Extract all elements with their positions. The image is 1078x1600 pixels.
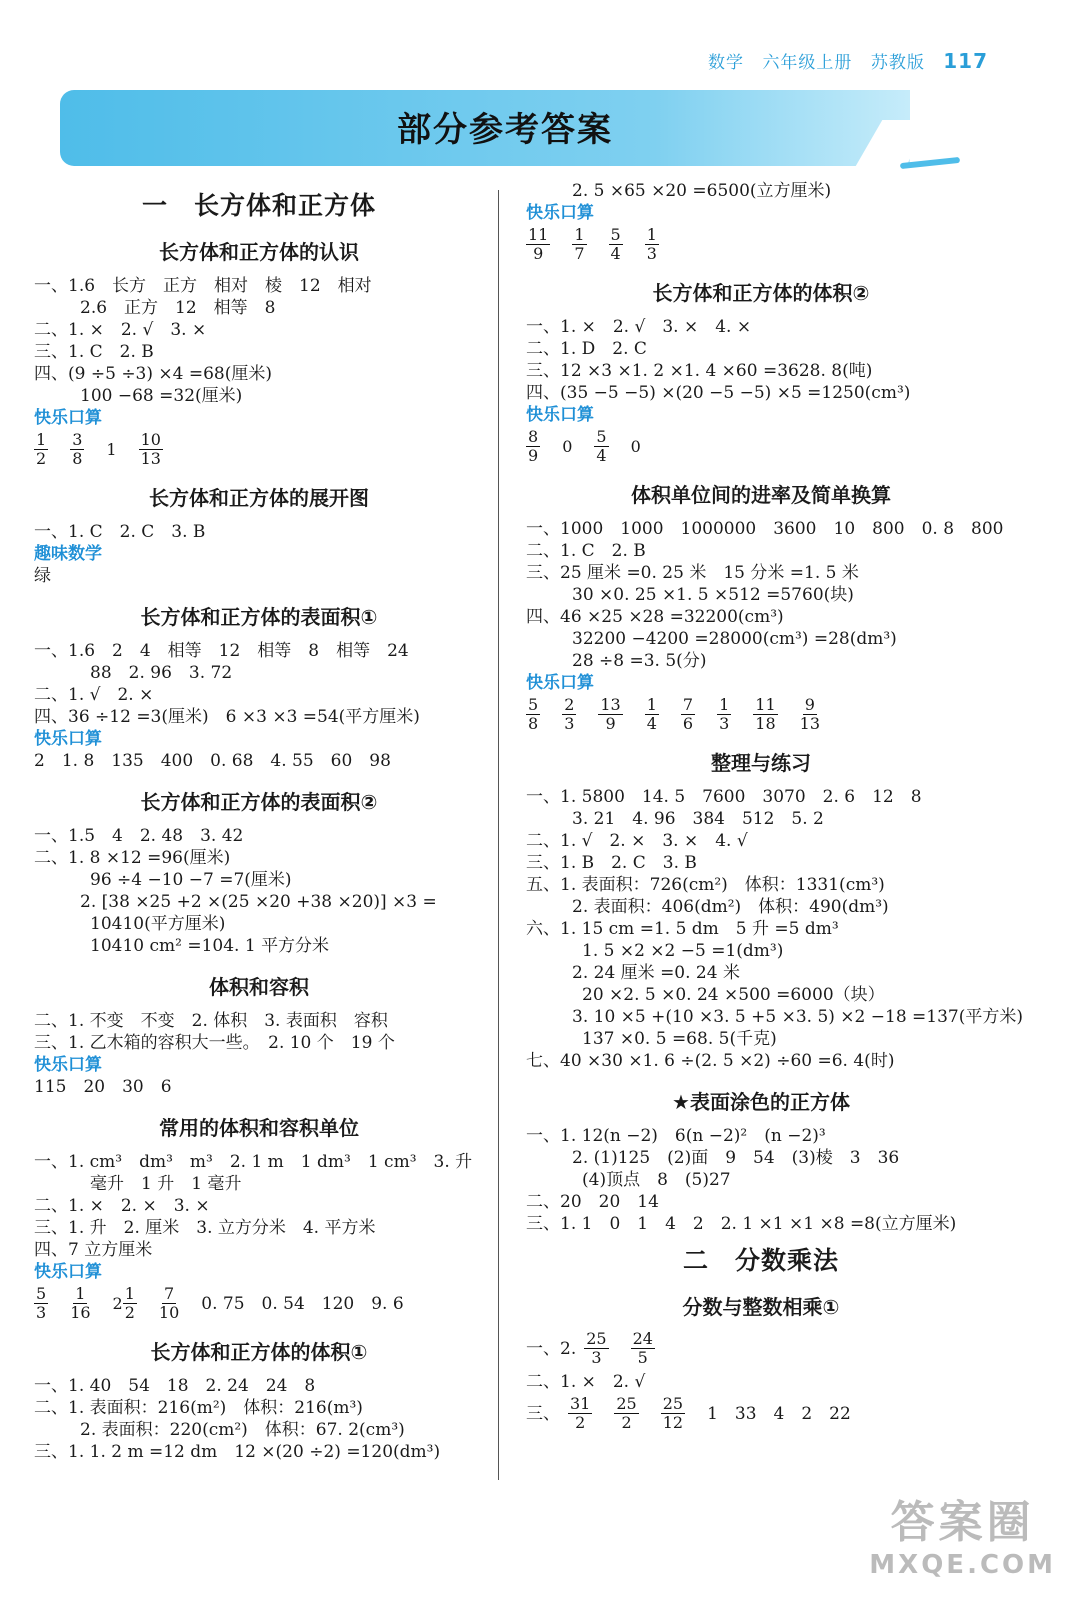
answer-prefix: 一、2. xyxy=(526,1338,577,1359)
fraction xyxy=(139,431,163,468)
answer-line: 0. 75 0. 54 120 9. 6 xyxy=(201,1293,404,1314)
fraction xyxy=(568,1395,592,1432)
fraction xyxy=(631,1330,655,1367)
answer-line: 10410(平方厘米) xyxy=(90,914,226,934)
watermark-logo xyxy=(869,1486,1056,1580)
answer-line: 1 33 4 2 22 xyxy=(707,1403,851,1424)
answer-line: 二、1. × 2. √ xyxy=(526,1372,646,1392)
denominator: 9 xyxy=(533,244,544,263)
mental-math-label: 快乐口算 xyxy=(34,1055,102,1075)
denominator: 2 xyxy=(36,449,47,468)
numerator: 1 xyxy=(719,695,730,714)
answer-line: 一、1. 5800 14. 5 7600 3070 2. 6 12 8 xyxy=(526,787,922,807)
answer-line: 2. 表面积：220(cm²) 体积：67. 2(cm³) xyxy=(80,1420,405,1440)
chapter-title: 一 长方体和正方体 xyxy=(141,191,376,220)
denominator: 7 xyxy=(574,244,585,263)
answer-line: 一、1.6 2 4 相等 12 相等 8 相等 24 xyxy=(34,641,409,661)
answer-line: 2.6 正方 12 相等 8 xyxy=(80,298,276,318)
fraction xyxy=(753,696,777,733)
answer-line: 100 −68 =32(厘米) xyxy=(80,386,243,406)
answer-line: 一、1.5 4 2. 48 3. 42 xyxy=(34,826,244,846)
fraction xyxy=(159,1285,179,1322)
answer-line: 二、20 20 14 xyxy=(526,1192,659,1212)
fraction xyxy=(614,1395,638,1432)
section-title: 体积和容积 xyxy=(209,975,309,999)
fraction xyxy=(70,431,84,468)
answer-line: 三、1. 1 0 1 4 2 2. 1 ×1 ×1 ×8 =8(立方厘米) xyxy=(526,1214,957,1234)
fraction xyxy=(598,696,622,733)
answer-line: 二、1. C 2. B xyxy=(526,541,646,561)
integer: 0 xyxy=(630,437,641,456)
numerator: 8 xyxy=(528,427,539,446)
denominator: 3 xyxy=(719,714,730,733)
numerator: 7 xyxy=(164,1284,175,1303)
numerator: 1 xyxy=(646,695,657,714)
answer-line: 30 ×0. 25 ×1. 5 ×512 =5760(块) xyxy=(572,585,854,605)
numerator: 9 xyxy=(804,695,815,714)
numerator: 2 xyxy=(564,695,575,714)
answer-line: 2 1. 8 135 400 0. 68 4. 55 60 98 xyxy=(34,751,391,771)
fraction-row xyxy=(526,1395,996,1432)
answer-line: 二、1. 表面积：216(m²) 体积：216(m³) xyxy=(34,1398,363,1418)
numerator: 11 xyxy=(755,695,776,714)
answer-line: 一、1. C 2. C 3. B xyxy=(34,522,206,542)
answer-prefix: 三、 xyxy=(526,1403,560,1424)
answer-line: 3. 10 ×5 +(10 ×3. 5 +5 ×3. 5) ×2 −18 =137(平方米) xyxy=(572,1007,1024,1027)
answer-line: 20 ×2. 5 ×0. 24 ×500 =6000（块） xyxy=(582,985,885,1005)
answer-line: 88 2. 96 3. 72 xyxy=(90,663,233,683)
answer-line: 2. 24 厘米 =0. 24 米 xyxy=(572,963,740,983)
fraction xyxy=(34,431,48,468)
denominator: 4 xyxy=(646,714,657,733)
watermark-url: MXQE.COM xyxy=(869,1550,1056,1580)
mental-math-label: 快乐口算 xyxy=(34,1262,102,1282)
answer-line: 三、12 ×3 ×1. 2 ×1. 4 ×60 =3628. 8(吨) xyxy=(526,361,873,381)
answer-line: 一、1. cm³ dm³ m³ 2. 1 m 1 dm³ 1 cm³ 3. 升 xyxy=(34,1152,473,1172)
answer-line: 二、1. D 2. C xyxy=(526,339,647,359)
fraction xyxy=(572,226,586,263)
denominator: 10 xyxy=(158,1303,180,1322)
answer-line: 32200 −4200 =28000(cm³) =28(dm³) xyxy=(572,629,897,649)
column-divider xyxy=(498,190,499,1480)
answer-line: 二、1. × 2. √ 3. × xyxy=(34,320,207,340)
answer-line: 2. 5 ×65 ×20 =6500(立方厘米) xyxy=(572,181,832,201)
section-title: 长方体和正方体的体积② xyxy=(652,281,870,305)
answer-line: 二、1. √ 2. × xyxy=(34,685,154,705)
page-number: 117 xyxy=(943,49,988,73)
fraction xyxy=(661,1395,685,1432)
section-title: ★表面涂色的正方体 xyxy=(672,1090,850,1114)
fraction xyxy=(34,1285,48,1322)
denominator: 12 xyxy=(662,1413,684,1432)
answer-line: 一、1.6 长方 正方 相对 棱 12 相对 xyxy=(34,276,372,296)
section-title: 整理与练习 xyxy=(711,751,811,775)
mental-math-label: 快乐口算 xyxy=(34,408,102,428)
numerator: 1 xyxy=(124,1284,135,1303)
answer-line: 一、1. × 2. √ 3. × 4. × xyxy=(526,317,752,337)
answer-line: 三、1. 乙木箱的容积大一些。 2. 10 个 19 个 xyxy=(34,1033,395,1053)
section-title: 长方体和正方体的展开图 xyxy=(149,486,369,510)
numerator: 1 xyxy=(646,225,657,244)
fraction xyxy=(800,696,820,733)
numerator: 13 xyxy=(600,695,621,714)
numerator: 1 xyxy=(574,225,585,244)
banner-title: 部分参考答案 xyxy=(397,110,613,150)
denominator: 13 xyxy=(140,449,161,468)
answer-line: 四、(9 ÷5 ÷3) ×4 =68(厘米) xyxy=(34,364,273,384)
denominator: 9 xyxy=(605,714,616,733)
denominator: 3 xyxy=(564,714,575,733)
fraction xyxy=(609,226,623,263)
numerator: 25 xyxy=(586,1329,607,1348)
mental-math-label: 快乐口算 xyxy=(34,729,102,749)
numerator: 1 xyxy=(36,430,47,449)
answer-line: 三、1. C 2. B xyxy=(34,342,154,362)
section-title: 长方体和正方体的表面积② xyxy=(140,790,378,814)
fraction-row xyxy=(526,696,996,733)
integer: 0 xyxy=(562,437,573,456)
fraction xyxy=(645,696,659,733)
answer-line: 毫升 1 升 1 毫升 xyxy=(90,1174,242,1194)
mixed-whole: 2 xyxy=(112,1294,123,1313)
answer-line: 二、1. × 2. × 3. × xyxy=(34,1196,210,1216)
answer-line: 3. 21 4. 96 384 512 5. 2 xyxy=(572,809,824,829)
fraction xyxy=(123,1285,137,1322)
fraction xyxy=(584,1330,608,1367)
fraction xyxy=(717,696,731,733)
header-grade: 六年级上册 xyxy=(762,53,853,73)
numerator: 5 xyxy=(528,695,539,714)
section-title: 长方体和正方体的体积① xyxy=(150,1340,368,1364)
fraction-row xyxy=(34,1285,484,1322)
answer-line: 1. 5 ×2 ×2 −5 =1(dm³) xyxy=(582,941,784,961)
fraction-row xyxy=(34,431,484,468)
fraction-row xyxy=(526,226,996,263)
answer-line: 三、1. 1. 2 m =12 dm 12 ×(20 ÷2) =120(dm³) xyxy=(34,1442,441,1462)
numerator: 7 xyxy=(682,695,694,714)
numerator: 25 xyxy=(616,1394,637,1413)
right-column xyxy=(526,180,1024,1436)
numerator: 10 xyxy=(140,430,161,449)
answer-line: 三、25 厘米 =0. 25 米 15 分米 =1. 5 米 xyxy=(526,563,859,583)
denominator: 2 xyxy=(124,1303,135,1322)
answer-line: 二、1. √ 2. × 3. × 4. √ xyxy=(526,831,748,851)
fraction xyxy=(562,696,576,733)
denominator: 13 xyxy=(799,714,821,733)
denominator: 8 xyxy=(72,449,83,468)
answer-line: 96 ÷4 −10 −7 =7(厘米) xyxy=(90,870,292,890)
answer-line: 115 20 30 6 xyxy=(34,1077,172,1097)
integer: 1 xyxy=(106,440,117,459)
answer-line: 四、(35 −5 −5) ×(20 −5 −5) ×5 =1250(cm³) xyxy=(526,383,911,403)
answer-line: 三、1. 升 2. 厘米 3. 立方分米 4. 平方米 xyxy=(34,1218,376,1238)
watermark-text: 答案圈 xyxy=(890,1497,1035,1548)
fraction xyxy=(681,696,695,733)
denominator: 2 xyxy=(621,1413,632,1432)
answer-line: 绿 xyxy=(34,566,51,586)
answer-line: 七、40 ×30 ×1. 6 ÷(2. 5 ×2) ÷60 =6. 4(时) xyxy=(526,1051,895,1071)
section-title: 分数与整数相乘① xyxy=(682,1295,840,1319)
numerator: 11 xyxy=(528,225,549,244)
fraction xyxy=(526,428,540,465)
numerator: 3 xyxy=(72,430,83,449)
mental-math-label: 快乐口算 xyxy=(526,203,594,223)
mental-math-label: 快乐口算 xyxy=(526,405,594,425)
answer-line: 2. [38 ×25 +2 ×(25 ×20 +38 ×20)] ×3 = xyxy=(80,892,437,912)
denominator: 4 xyxy=(610,244,621,263)
answer-line: 2. 表面积：406(dm²) 体积：490(dm³) xyxy=(572,897,889,917)
denominator: 4 xyxy=(596,446,607,465)
answer-line: (4)顶点 8 (5)27 xyxy=(582,1170,731,1190)
section-title: 体积单位间的进率及简单换算 xyxy=(631,483,891,507)
denominator: 18 xyxy=(755,714,776,733)
fraction xyxy=(645,226,659,263)
numerator: 24 xyxy=(632,1329,653,1348)
fraction xyxy=(594,428,608,465)
section-title: 长方体和正方体的表面积① xyxy=(140,605,378,629)
header-edition: 苏教版 xyxy=(870,53,925,73)
page-header xyxy=(696,48,988,73)
answer-line: 五、1. 表面积：726(cm²) 体积：1331(cm³) xyxy=(526,875,885,895)
fraction xyxy=(70,1285,90,1322)
denominator: 6 xyxy=(682,714,694,733)
denominator: 3 xyxy=(591,1348,602,1367)
mental-math-label: 快乐口算 xyxy=(526,673,594,693)
numerator: 1 xyxy=(75,1284,86,1303)
numerator: 5 xyxy=(610,225,621,244)
answer-line: 二、1. 8 ×12 =96(厘米) xyxy=(34,848,231,868)
numerator: 5 xyxy=(36,1284,47,1303)
answer-line: 一、1. 40 54 18 2. 24 24 8 xyxy=(34,1376,316,1396)
answer-line: 四、36 ÷12 =3(厘米) 6 ×3 ×3 =54(平方厘米) xyxy=(34,707,420,727)
answer-line: 28 ÷8 =3. 5(分) xyxy=(572,651,707,671)
answer-line: 二、1. 不变 不变 2. 体积 3. 表面积 容积 xyxy=(34,1011,388,1031)
numerator: 25 xyxy=(662,1394,684,1413)
denominator: 2 xyxy=(575,1413,586,1432)
answer-line: 2. (1)125 (2)面 9 54 (3)棱 3 36 xyxy=(572,1148,900,1168)
answer-line: 四、7 立方厘米 xyxy=(34,1240,153,1260)
header-subject: 数学 xyxy=(708,53,745,73)
answer-line: 137 ×0. 5 =68. 5(千克) xyxy=(582,1029,777,1049)
answer-line: 三、1. B 2. C 3. B xyxy=(526,853,697,873)
denominator: 3 xyxy=(36,1303,47,1322)
denominator: 3 xyxy=(646,244,657,263)
answer-line: 四、46 ×25 ×28 =32200(cm³) xyxy=(526,607,784,627)
fraction-row xyxy=(526,1330,996,1367)
numerator: 5 xyxy=(596,427,607,446)
answer-line: 一、1. 12(n −2) 6(n −2)² (n −2)³ xyxy=(526,1126,826,1146)
denominator: 9 xyxy=(528,446,539,465)
denominator: 8 xyxy=(528,714,539,733)
section-title: 长方体和正方体的认识 xyxy=(159,240,359,264)
fraction xyxy=(526,226,550,263)
answer-line: 10410 cm² =104. 1 平方分米 xyxy=(90,936,330,956)
left-column xyxy=(34,180,484,1463)
denominator: 16 xyxy=(70,1303,91,1322)
fun-math-label: 趣味数学 xyxy=(34,544,102,564)
answer-line: 六、1. 15 cm =1. 5 dm 5 升 =5 dm³ xyxy=(526,919,839,939)
section-title: 常用的体积和容积单位 xyxy=(159,1116,359,1140)
fraction-row xyxy=(526,428,996,465)
answer-line: 一、1000 1000 1000000 3600 10 800 0. 8 800 xyxy=(526,519,1004,539)
denominator: 5 xyxy=(637,1348,648,1367)
numerator: 31 xyxy=(570,1394,591,1413)
chapter-title: 二 分数乘法 xyxy=(682,1246,839,1275)
fraction xyxy=(526,696,540,733)
